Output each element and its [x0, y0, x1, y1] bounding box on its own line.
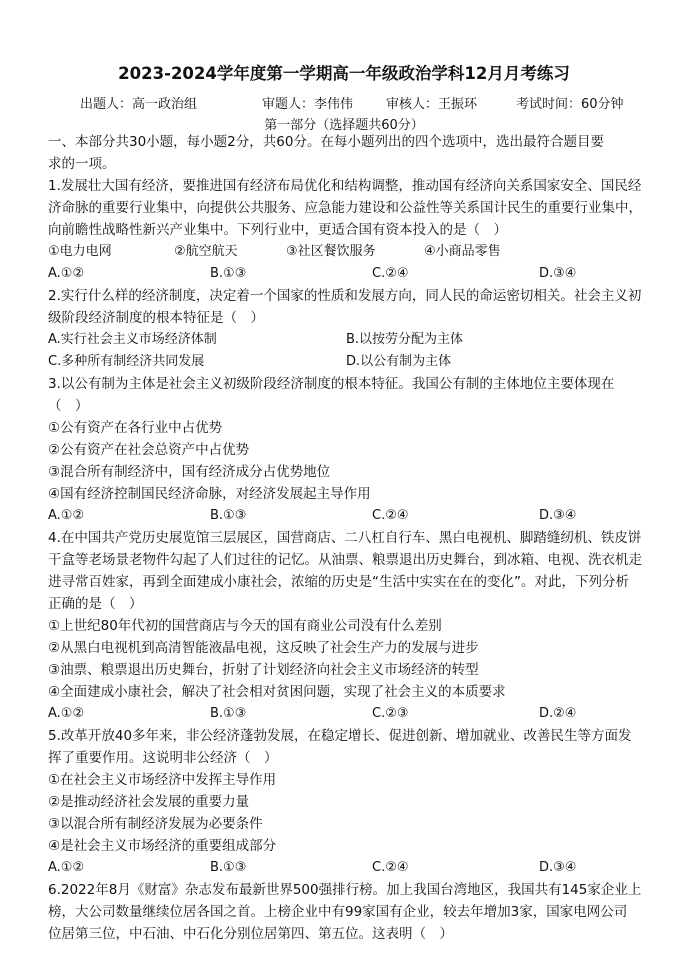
- question-stem: 干盒等老场景老物件勾起了人们过往的记忆。从油票、粮票退出历史舞台，到冰箱、电视、洗衣机走: [48, 552, 642, 568]
- question-stem: 1.发展壮大国有经济，要推进国有经济布局优化和结构调整，推动国有经济向关系国家安全、国民经: [48, 178, 642, 194]
- statement-3: ③社区餐饮服务: [286, 244, 376, 259]
- exam-title: 2023-2024学年度第一学期高一年级政治学科12月月考练习: [118, 64, 570, 83]
- exam-time: 考试时间：60分钟: [516, 97, 624, 112]
- setter-info: 出题人：高一政治组: [80, 97, 198, 112]
- choice-c: C.②④: [372, 266, 409, 281]
- statement-3: ③油票、粮票退出历史舞台，折射了计划经济向社会主义市场经济的转型: [48, 662, 479, 678]
- statement-4: ④小商品零售: [424, 244, 501, 259]
- question-stem: 4.在中国共产党历史展览馆三层展区，国营商店、二八杠自行车、黑白电视机、脚踏缝纫机、铁皮饼: [48, 530, 642, 546]
- choice-c: C.②④: [372, 860, 409, 875]
- question-stem: 2.实行什么样的经济制度，决定着一个国家的性质和发展方向，同人民的命运密切相关。社会主义初: [48, 288, 642, 304]
- choice-a: A.实行社会主义市场经济体制: [48, 332, 217, 347]
- question-stem: 6.2022年8月《财富》杂志发布最新世界500强排行榜。加上我国台湾地区，我国共有145家企业上: [48, 882, 642, 898]
- choice-b: B.以按劳分配为主体: [346, 332, 464, 347]
- choice-d: D.③④: [539, 508, 577, 523]
- part-heading: 第一部分（选择题共60分）: [264, 118, 424, 133]
- question-stem: 3.以公有制为主体是社会主义初级阶段经济制度的根本特征。我国公有制的主体地位主要体现在: [48, 376, 615, 392]
- statement-4: ④是社会主义市场经济的重要组成部分: [48, 838, 277, 854]
- statement-1: ①在社会主义市场经济中发挥主导作用: [48, 772, 277, 788]
- choice-d: D.以公有制为主体: [346, 354, 452, 369]
- question-stem: 榜，大公司数量继续位居各国之首。上榜企业中有99家国有企业，较去年增加3家，国家电网公司: [48, 904, 628, 920]
- question-stem: 进寻常百姓家，再到全面建成小康社会，浓缩的历史是“生活中实实在在的变化”。对此，下列分析: [48, 574, 629, 590]
- question-stem: 级阶段经济制度的根本特征是（ ）: [48, 310, 264, 326]
- choice-a: A.①②: [48, 860, 85, 875]
- question-stem: 济命脉的重要行业集中，向提供公共服务、应急能力建设和公益性等关系国计民生的重要行业集中，: [48, 200, 642, 216]
- choice-a: A.①②: [48, 266, 85, 281]
- choice-d: D.②④: [539, 706, 577, 721]
- statement-2: ②航空航天: [174, 244, 238, 259]
- choice-b: B.①③: [210, 860, 247, 875]
- choice-c: C.多种所有制经济共同发展: [48, 354, 205, 369]
- statement-1: ①上世纪80年代初的国营商店与今天的国有商业公司没有什么差别: [48, 618, 442, 634]
- choice-d: D.③④: [539, 266, 577, 281]
- choice-c: C.②③: [372, 706, 409, 721]
- statement-2: ②公有资产在社会总资产中占优势: [48, 442, 250, 458]
- question-stem: 向前瞻性战略性新兴产业集中。下列行业中，更适合国有资本投入的是（ ）: [48, 222, 507, 238]
- choice-d: D.③④: [539, 860, 577, 875]
- choice-b: B.①③: [210, 706, 247, 721]
- question-stem: 挥了重要作用。这说明非公经济（ ）: [48, 750, 278, 766]
- question-stem: 正确的是（ ）: [48, 596, 143, 612]
- instruction-line: 一、本部分共30小题，每小题2分，共60分。在每小题列出的四个选项中，选出最符合题目要: [48, 134, 604, 150]
- question-stem: 位居第三位，中石油、中石化分别位居第四、第五位。这表明（ ）: [48, 926, 453, 942]
- statement-1: ①电力电网: [48, 244, 112, 259]
- statement-1: ①公有资产在各行业中占优势: [48, 420, 223, 436]
- choice-b: B.①③: [210, 266, 247, 281]
- statement-4: ④国有经济控制国民经济命脉，对经济发展起主导作用: [48, 486, 371, 502]
- statement-3: ③混合所有制经济中，国有经济成分占优势地位: [48, 464, 331, 480]
- statement-2: ②从黑白电视机到高清智能液晶电视，这反映了社会生产力的发展与进步: [48, 640, 479, 656]
- statement-2: ②是推动经济社会发展的重要力量: [48, 794, 250, 810]
- statement-3: ③以混合所有制经济发展为必要条件: [48, 816, 263, 832]
- choice-a: A.①②: [48, 508, 85, 523]
- instruction-line: 求的一项。: [48, 156, 116, 172]
- statement-4: ④全面建成小康社会，解决了社会相对贫困问题，实现了社会主义的本质要求: [48, 684, 506, 700]
- choice-c: C.②④: [372, 508, 409, 523]
- checker-info: 审核人：王振环: [386, 97, 478, 112]
- reviewer-info: 审题人：李伟伟: [262, 97, 354, 112]
- choice-a: A.①②: [48, 706, 85, 721]
- choice-b: B.①③: [210, 508, 247, 523]
- question-stem: 5.改革开放40多年来，非公经济蓬勃发展，在稳定增长、促进创新、增加就业、改善民生等方面发: [48, 728, 632, 744]
- question-stem: （ ）: [48, 398, 89, 414]
